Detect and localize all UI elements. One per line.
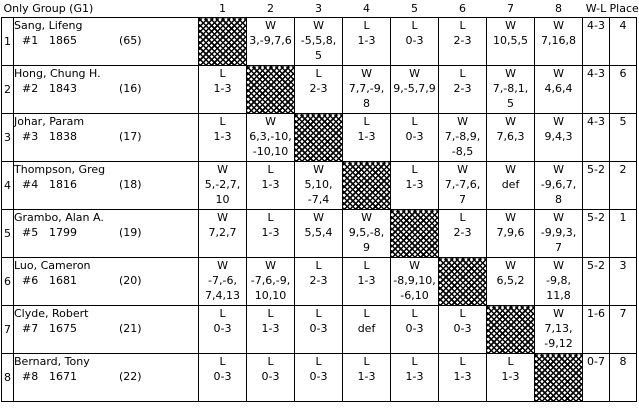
match-outcome: W xyxy=(505,211,516,224)
match-result-cell xyxy=(199,210,247,258)
match-score: 0-3 xyxy=(213,370,232,383)
match-outcome: L xyxy=(411,19,418,32)
match-result-cell xyxy=(247,114,295,162)
place-value: 4 xyxy=(610,18,637,66)
group-title: Only Group (G1) xyxy=(3,2,94,15)
match-score: 7 xyxy=(555,241,563,254)
player-seed: #6 xyxy=(22,274,39,287)
match-score: 5,-2,7, xyxy=(204,178,241,191)
match-score: 0-3 xyxy=(405,130,424,143)
row-number: 5 xyxy=(2,210,14,258)
player-rating: 1681 xyxy=(49,274,77,287)
wl-record: 4-3 xyxy=(583,66,610,114)
wl-record: 5-2 xyxy=(583,162,610,210)
player-cell xyxy=(14,210,199,258)
place-value: 3 xyxy=(610,258,637,306)
match-score: -8,5 xyxy=(451,145,474,158)
player-position: (65) xyxy=(119,34,142,47)
match-score: -7,-6, xyxy=(208,274,237,287)
match-result-cell xyxy=(247,162,295,210)
match-outcome: L xyxy=(219,115,226,128)
match-score: 7,9,6 xyxy=(496,226,525,239)
row-number: 1 xyxy=(2,18,14,66)
match-outcome: L xyxy=(267,355,274,368)
player-cell xyxy=(14,354,199,402)
player-rating: 1675 xyxy=(49,322,77,335)
match-score: 8 xyxy=(363,97,371,110)
match-result-cell xyxy=(247,354,295,402)
match-result-cell xyxy=(487,18,535,66)
match-outcome: L xyxy=(363,355,370,368)
match-score: 1-3 xyxy=(261,322,280,335)
player-rating: 1843 xyxy=(49,82,77,95)
match-result-cell xyxy=(295,162,343,210)
match-outcome: W xyxy=(505,259,516,272)
player-name: Luo, Cameron xyxy=(14,259,91,272)
match-score: 0-3 xyxy=(261,370,280,383)
match-score: 7,-8,9, xyxy=(444,130,481,143)
player-row xyxy=(2,162,637,210)
match-outcome: L xyxy=(459,355,466,368)
player-name: Bernard, Tony xyxy=(14,355,90,368)
match-result-cell xyxy=(199,354,247,402)
match-score: 8 xyxy=(555,193,563,206)
match-score: 7,7,-9, xyxy=(348,82,385,95)
match-score: 0-3 xyxy=(405,34,424,47)
match-result-cell xyxy=(439,114,487,162)
column-header-2: 2 xyxy=(267,2,275,15)
match-result-cell xyxy=(535,258,583,306)
match-result-cell xyxy=(391,306,439,354)
match-outcome: L xyxy=(459,67,466,80)
match-result-cell xyxy=(439,162,487,210)
match-score: 2-3 xyxy=(453,82,472,95)
match-outcome: L xyxy=(363,307,370,320)
match-result-cell xyxy=(535,114,583,162)
place-value: 1 xyxy=(610,210,637,258)
match-result-cell xyxy=(391,354,439,402)
match-result-cell xyxy=(535,306,583,354)
match-result-cell xyxy=(391,66,439,114)
match-score: 9 xyxy=(363,241,371,254)
self-match-cell xyxy=(247,66,295,114)
player-info xyxy=(14,225,198,240)
match-result-cell xyxy=(439,354,487,402)
match-score: -10,10 xyxy=(252,145,289,158)
match-score: 7,6,3 xyxy=(496,130,525,143)
match-score: 11,8 xyxy=(546,289,571,302)
match-score: 7,16,8 xyxy=(541,34,577,47)
match-score: 1-3 xyxy=(213,130,232,143)
match-outcome: L xyxy=(219,307,226,320)
match-score: 2-3 xyxy=(453,34,472,47)
match-outcome: L xyxy=(267,307,274,320)
column-header-6: 6 xyxy=(459,2,467,15)
match-outcome: L xyxy=(411,163,418,176)
player-rating: 1816 xyxy=(49,178,77,191)
match-outcome: W xyxy=(553,115,564,128)
match-outcome: L xyxy=(267,163,274,176)
match-result-cell xyxy=(487,162,535,210)
match-outcome: W xyxy=(553,67,564,80)
match-result-cell xyxy=(295,210,343,258)
row-number: 8 xyxy=(2,354,14,402)
match-result-cell xyxy=(439,306,487,354)
player-name: Thompson, Greg xyxy=(14,163,106,176)
match-score: 10,10 xyxy=(254,289,287,302)
match-result-cell xyxy=(391,18,439,66)
match-outcome: L xyxy=(267,211,274,224)
match-outcome: W xyxy=(265,115,276,128)
match-result-cell xyxy=(439,66,487,114)
match-outcome: W xyxy=(553,19,564,32)
player-position: (22) xyxy=(119,370,142,383)
match-outcome: W xyxy=(313,19,324,32)
player-row xyxy=(2,210,637,258)
match-score: 7 xyxy=(459,193,467,206)
match-result-cell xyxy=(439,18,487,66)
match-score: 10 xyxy=(215,193,230,206)
match-outcome: L xyxy=(219,355,226,368)
match-result-cell xyxy=(391,162,439,210)
match-outcome: W xyxy=(217,259,228,272)
player-row xyxy=(2,354,637,402)
self-match-cell xyxy=(199,18,247,66)
wl-record: 5-2 xyxy=(583,210,610,258)
player-rating: 1799 xyxy=(49,226,77,239)
match-outcome: L xyxy=(315,307,322,320)
match-score: 10,5,5 xyxy=(493,34,529,47)
match-outcome: L xyxy=(507,355,514,368)
player-cell xyxy=(14,162,199,210)
match-score: 5 xyxy=(507,97,515,110)
match-result-cell xyxy=(199,306,247,354)
match-score: 9,-5,7,9 xyxy=(393,82,436,95)
match-score: 1-3 xyxy=(357,34,376,47)
match-result-cell xyxy=(199,66,247,114)
match-score: 1-3 xyxy=(501,370,520,383)
row-number: 2 xyxy=(2,66,14,114)
player-seed: #7 xyxy=(22,322,39,335)
column-header-4: 4 xyxy=(363,2,371,15)
match-outcome: L xyxy=(411,355,418,368)
match-score: 6,5,2 xyxy=(496,274,525,287)
match-outcome: W xyxy=(505,163,516,176)
player-cell xyxy=(14,114,199,162)
match-score: 0-3 xyxy=(453,322,472,335)
match-outcome: W xyxy=(505,67,516,80)
player-seed: #3 xyxy=(22,130,39,143)
match-outcome: W xyxy=(457,115,468,128)
column-header-3: 3 xyxy=(315,2,323,15)
player-seed: #5 xyxy=(22,226,39,239)
match-outcome: L xyxy=(363,19,370,32)
self-match-cell xyxy=(391,210,439,258)
player-rating: 1865 xyxy=(49,34,77,47)
match-score: -9,6,7, xyxy=(540,178,577,191)
match-result-cell xyxy=(535,66,583,114)
wl-record: 0-7 xyxy=(583,354,610,402)
player-row xyxy=(2,66,637,114)
player-cell xyxy=(14,66,199,114)
match-score: 9,4,3 xyxy=(544,130,573,143)
player-seed: #4 xyxy=(22,178,39,191)
player-position: (17) xyxy=(119,130,142,143)
player-info xyxy=(14,81,198,96)
self-match-cell xyxy=(295,114,343,162)
match-result-cell xyxy=(247,210,295,258)
player-position: (21) xyxy=(119,322,142,335)
header-row xyxy=(2,0,637,18)
match-score: 1-3 xyxy=(261,226,280,239)
player-seed: #8 xyxy=(22,370,39,383)
match-outcome: W xyxy=(553,307,564,320)
match-result-cell xyxy=(199,258,247,306)
wl-record: 4-3 xyxy=(583,114,610,162)
match-score: 1-3 xyxy=(357,274,376,287)
player-info xyxy=(14,33,198,48)
match-result-cell xyxy=(535,18,583,66)
player-rating: 1838 xyxy=(49,130,77,143)
match-result-cell xyxy=(295,258,343,306)
match-outcome: W xyxy=(313,163,324,176)
player-seed: #2 xyxy=(22,82,39,95)
match-outcome: W xyxy=(217,163,228,176)
match-outcome: W xyxy=(553,259,564,272)
column-header-5: 5 xyxy=(411,2,419,15)
match-outcome: W xyxy=(265,19,276,32)
player-cell xyxy=(14,306,199,354)
match-score: -9,8, xyxy=(546,274,571,287)
player-position: (18) xyxy=(119,178,142,191)
match-outcome: W xyxy=(361,67,372,80)
player-name: Hong, Chung H. xyxy=(14,67,101,80)
player-position: (20) xyxy=(119,274,142,287)
match-score: 1-3 xyxy=(213,82,232,95)
match-score: 7,-8,1, xyxy=(492,82,529,95)
match-score: def xyxy=(501,178,520,191)
match-score: 7,-7,6, xyxy=(444,178,481,191)
results-table xyxy=(1,0,637,402)
match-result-cell xyxy=(199,162,247,210)
match-result-cell xyxy=(535,210,583,258)
match-score: 0-3 xyxy=(309,370,328,383)
match-result-cell xyxy=(295,18,343,66)
row-number: 3 xyxy=(2,114,14,162)
player-info xyxy=(14,321,198,336)
match-outcome: W xyxy=(553,211,564,224)
match-score: 9,5,-8, xyxy=(348,226,385,239)
self-match-cell xyxy=(343,162,391,210)
self-match-cell xyxy=(487,306,535,354)
match-outcome: L xyxy=(363,259,370,272)
wl-record: 4-3 xyxy=(583,18,610,66)
match-score: -9,9,3, xyxy=(540,226,577,239)
match-result-cell xyxy=(295,354,343,402)
player-position: (19) xyxy=(119,226,142,239)
match-score: 1-3 xyxy=(405,370,424,383)
player-name: Sang, Lifeng xyxy=(14,19,83,32)
match-outcome: W xyxy=(409,67,420,80)
match-score: 5,5,4 xyxy=(304,226,333,239)
match-score: 5 xyxy=(315,49,323,62)
match-outcome: L xyxy=(219,67,226,80)
match-score: 4,6,4 xyxy=(544,82,573,95)
match-outcome: W xyxy=(361,211,372,224)
self-match-cell xyxy=(535,354,583,402)
match-outcome: L xyxy=(459,307,466,320)
match-outcome: W xyxy=(217,211,228,224)
match-score: 2-3 xyxy=(309,82,328,95)
match-score: -8,9,10, xyxy=(393,274,436,287)
match-outcome: W xyxy=(313,211,324,224)
match-score: 6,3,-10, xyxy=(249,130,292,143)
match-result-cell xyxy=(247,306,295,354)
match-result-cell xyxy=(247,258,295,306)
match-outcome: L xyxy=(363,115,370,128)
match-score: 7,4,13 xyxy=(205,289,241,302)
match-score: 7,13, xyxy=(544,322,573,335)
match-score: 0-3 xyxy=(213,322,232,335)
match-score: 5,10, xyxy=(304,178,333,191)
match-outcome: L xyxy=(459,19,466,32)
match-score: 1-3 xyxy=(453,370,472,383)
match-result-cell xyxy=(487,210,535,258)
player-row xyxy=(2,114,637,162)
match-outcome: L xyxy=(459,211,466,224)
player-name: Johar, Param xyxy=(14,115,85,128)
match-result-cell xyxy=(487,354,535,402)
match-result-cell xyxy=(295,306,343,354)
player-cell xyxy=(14,18,199,66)
wl-record: 1-6 xyxy=(583,306,610,354)
row-number: 7 xyxy=(2,306,14,354)
player-position: (16) xyxy=(119,82,142,95)
match-result-cell xyxy=(439,210,487,258)
match-result-cell xyxy=(343,354,391,402)
place-value: 6 xyxy=(610,66,637,114)
match-outcome: W xyxy=(457,163,468,176)
player-cell xyxy=(14,258,199,306)
wl-header: W-L xyxy=(585,2,607,15)
match-result-cell xyxy=(343,114,391,162)
row-number: 6 xyxy=(2,258,14,306)
column-header-8: 8 xyxy=(555,2,563,15)
match-score: 2-3 xyxy=(453,226,472,239)
match-result-cell xyxy=(391,258,439,306)
match-score: -7,4 xyxy=(307,193,330,206)
column-header-1: 1 xyxy=(219,2,227,15)
match-outcome: L xyxy=(315,259,322,272)
match-outcome: L xyxy=(315,355,322,368)
match-score: -9,12 xyxy=(544,337,573,350)
match-score: 7,2,7 xyxy=(208,226,237,239)
self-match-cell xyxy=(439,258,487,306)
player-name: Grambo, Alan A. xyxy=(14,211,104,224)
player-seed: #1 xyxy=(22,34,39,47)
match-score: 1-3 xyxy=(261,178,280,191)
match-score: 1-3 xyxy=(357,370,376,383)
match-result-cell xyxy=(247,18,295,66)
match-score: 0-3 xyxy=(309,322,328,335)
player-name: Clyde, Robert xyxy=(14,307,89,320)
player-info xyxy=(14,129,198,144)
player-row xyxy=(2,18,637,66)
match-outcome: W xyxy=(505,115,516,128)
match-result-cell xyxy=(487,114,535,162)
player-info xyxy=(14,369,198,384)
match-result-cell xyxy=(343,18,391,66)
match-score: 1-3 xyxy=(357,130,376,143)
match-outcome: L xyxy=(411,115,418,128)
wl-record: 5-2 xyxy=(583,258,610,306)
player-rating: 1671 xyxy=(49,370,77,383)
column-header-7: 7 xyxy=(507,2,515,15)
player-row xyxy=(2,306,637,354)
match-score: 0-3 xyxy=(405,322,424,335)
place-value: 5 xyxy=(610,114,637,162)
match-result-cell xyxy=(487,258,535,306)
match-result-cell xyxy=(487,66,535,114)
match-outcome: L xyxy=(315,67,322,80)
match-result-cell xyxy=(343,66,391,114)
match-score: 3,-9,7,6 xyxy=(249,34,292,47)
player-info xyxy=(14,177,198,192)
match-score: 2-3 xyxy=(309,274,328,287)
match-score: 1-3 xyxy=(405,178,424,191)
match-score: -7,6,-9, xyxy=(250,274,291,287)
match-score: def xyxy=(357,322,376,335)
match-outcome: W xyxy=(505,19,516,32)
match-result-cell xyxy=(535,162,583,210)
player-info xyxy=(14,273,198,288)
match-result-cell xyxy=(343,306,391,354)
row-number: 4 xyxy=(2,162,14,210)
match-score: -6,10 xyxy=(400,289,429,302)
place-value: 8 xyxy=(610,354,637,402)
match-result-cell xyxy=(199,114,247,162)
match-outcome: W xyxy=(409,259,420,272)
match-outcome: W xyxy=(265,259,276,272)
match-result-cell xyxy=(295,66,343,114)
place-value: 2 xyxy=(610,162,637,210)
match-result-cell xyxy=(391,114,439,162)
place-header: Place xyxy=(609,2,639,15)
match-result-cell xyxy=(343,258,391,306)
match-score: -5,5,8, xyxy=(300,34,337,47)
match-outcome: L xyxy=(411,307,418,320)
match-outcome: W xyxy=(553,163,564,176)
player-row xyxy=(2,258,637,306)
match-result-cell xyxy=(343,210,391,258)
place-value: 7 xyxy=(610,306,637,354)
